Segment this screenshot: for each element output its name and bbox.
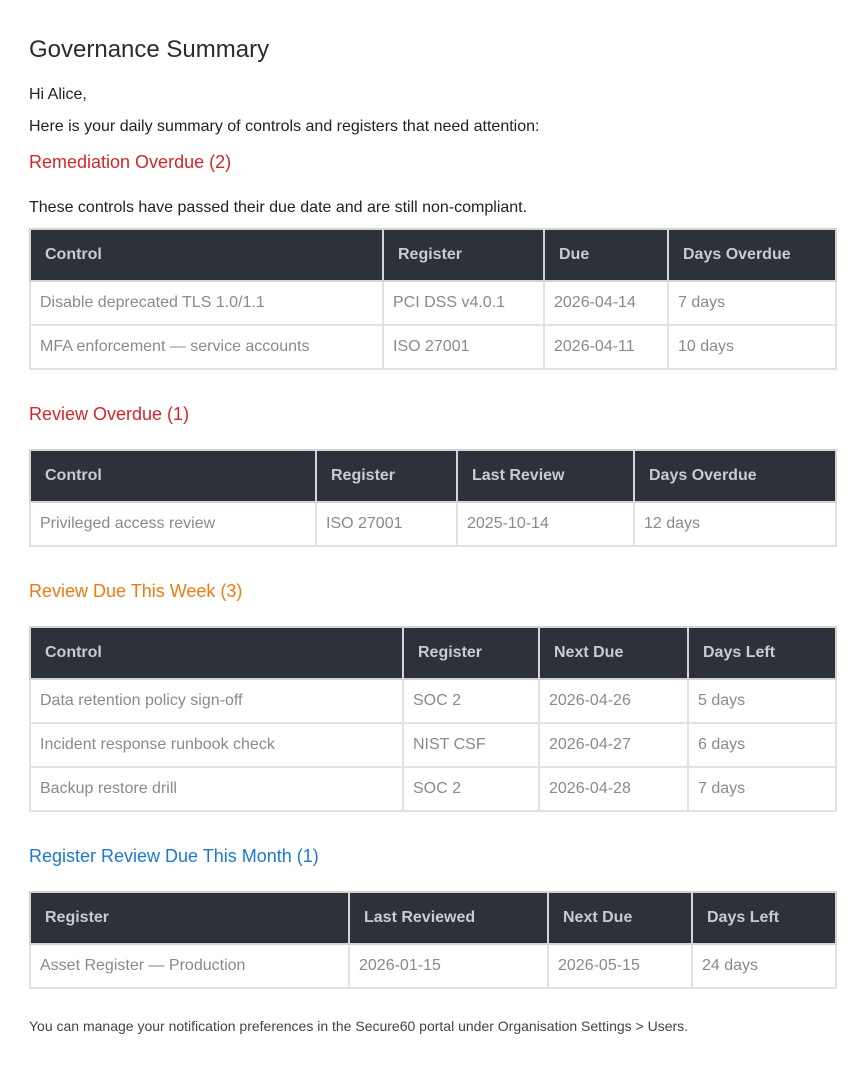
- section-description: These controls have passed their due date and are still non-compliant.: [29, 199, 528, 216]
- greeting: Hi Alice,: [29, 86, 87, 103]
- table-cell: 2025-10-14: [457, 502, 634, 546]
- section-remediation-overdue: [29, 151, 835, 370]
- table-cell: Asset Register — Production: [30, 944, 349, 988]
- column-header: Register: [30, 892, 349, 944]
- intro-text: Here is your daily summary of controls and registers that need attention:: [29, 118, 540, 135]
- table-row: [30, 679, 836, 723]
- review-due-week-table: [29, 626, 837, 812]
- table-cell: ISO 27001: [316, 502, 457, 546]
- table-cell: 24 days: [692, 944, 836, 988]
- column-header: Register: [316, 450, 457, 502]
- register-review-month-table: [29, 891, 837, 989]
- table-cell: 6 days: [688, 723, 836, 767]
- table-cell: ISO 27001: [383, 325, 544, 369]
- column-header: Control: [30, 229, 383, 281]
- table-cell: 2026-04-11: [544, 325, 668, 369]
- column-header: Register: [403, 627, 539, 679]
- table-cell: Incident response runbook check: [30, 723, 403, 767]
- table-cell: 7 days: [668, 281, 836, 325]
- table-cell: MFA enforcement — service accounts: [30, 325, 383, 369]
- table-cell: 5 days: [688, 679, 836, 723]
- review-overdue-table: [29, 449, 837, 547]
- table-cell: 2026-04-26: [539, 679, 688, 723]
- column-header: Next Due: [539, 627, 688, 679]
- column-header: Due: [544, 229, 668, 281]
- table-cell: 2026-05-15: [548, 944, 692, 988]
- table-cell: SOC 2: [403, 679, 539, 723]
- table-row: [30, 944, 836, 988]
- column-header: Days Left: [688, 627, 836, 679]
- column-header: Last Review: [457, 450, 634, 502]
- column-header: Days Overdue: [634, 450, 836, 502]
- column-header: Control: [30, 627, 403, 679]
- table-cell: 12 days: [634, 502, 836, 546]
- table-header-row: [30, 627, 836, 679]
- column-header: Next Due: [548, 892, 692, 944]
- table-cell: Disable deprecated TLS 1.0/1.1: [30, 281, 383, 325]
- table-cell: 7 days: [688, 767, 836, 811]
- footer-note: You can manage your notification preferences in the Secure60 portal under Organisation Settings > Users.: [29, 1018, 689, 1034]
- table-cell: NIST CSF: [403, 723, 539, 767]
- section-register-review-due-month: [29, 845, 835, 989]
- table-row: [30, 767, 836, 811]
- column-header: Control: [30, 450, 316, 502]
- table-row: [30, 281, 836, 325]
- section-review-due-this-week: [29, 580, 835, 812]
- table-cell: 2026-04-28: [539, 767, 688, 811]
- table-cell: 2026-04-27: [539, 723, 688, 767]
- column-header: Register: [383, 229, 544, 281]
- section-title: Register Review Due This Month (1): [29, 846, 319, 866]
- table-cell: SOC 2: [403, 767, 539, 811]
- column-header: Days Left: [692, 892, 836, 944]
- page-title: Governance Summary: [29, 36, 270, 63]
- table-cell: 2026-04-14: [544, 281, 668, 325]
- table-header-row: [30, 450, 836, 502]
- table-row: [30, 325, 836, 369]
- section-review-overdue: [29, 403, 835, 547]
- table-header-row: [30, 229, 836, 281]
- table-cell: Backup restore drill: [30, 767, 403, 811]
- section-title: Remediation Overdue (2): [29, 152, 232, 172]
- table-row: [30, 502, 836, 546]
- remediation-overdue-table: [29, 228, 837, 370]
- section-title: Review Overdue (1): [29, 404, 190, 424]
- table-header-row: [30, 892, 836, 944]
- column-header: Days Overdue: [668, 229, 836, 281]
- table-cell: 2026-01-15: [349, 944, 548, 988]
- table-cell: Privileged access review: [30, 502, 316, 546]
- table-row: [30, 723, 836, 767]
- table-cell: Data retention policy sign-off: [30, 679, 403, 723]
- table-cell: 10 days: [668, 325, 836, 369]
- column-header: Last Reviewed: [349, 892, 548, 944]
- table-cell: PCI DSS v4.0.1: [383, 281, 544, 325]
- section-title: Review Due This Week (3): [29, 581, 243, 601]
